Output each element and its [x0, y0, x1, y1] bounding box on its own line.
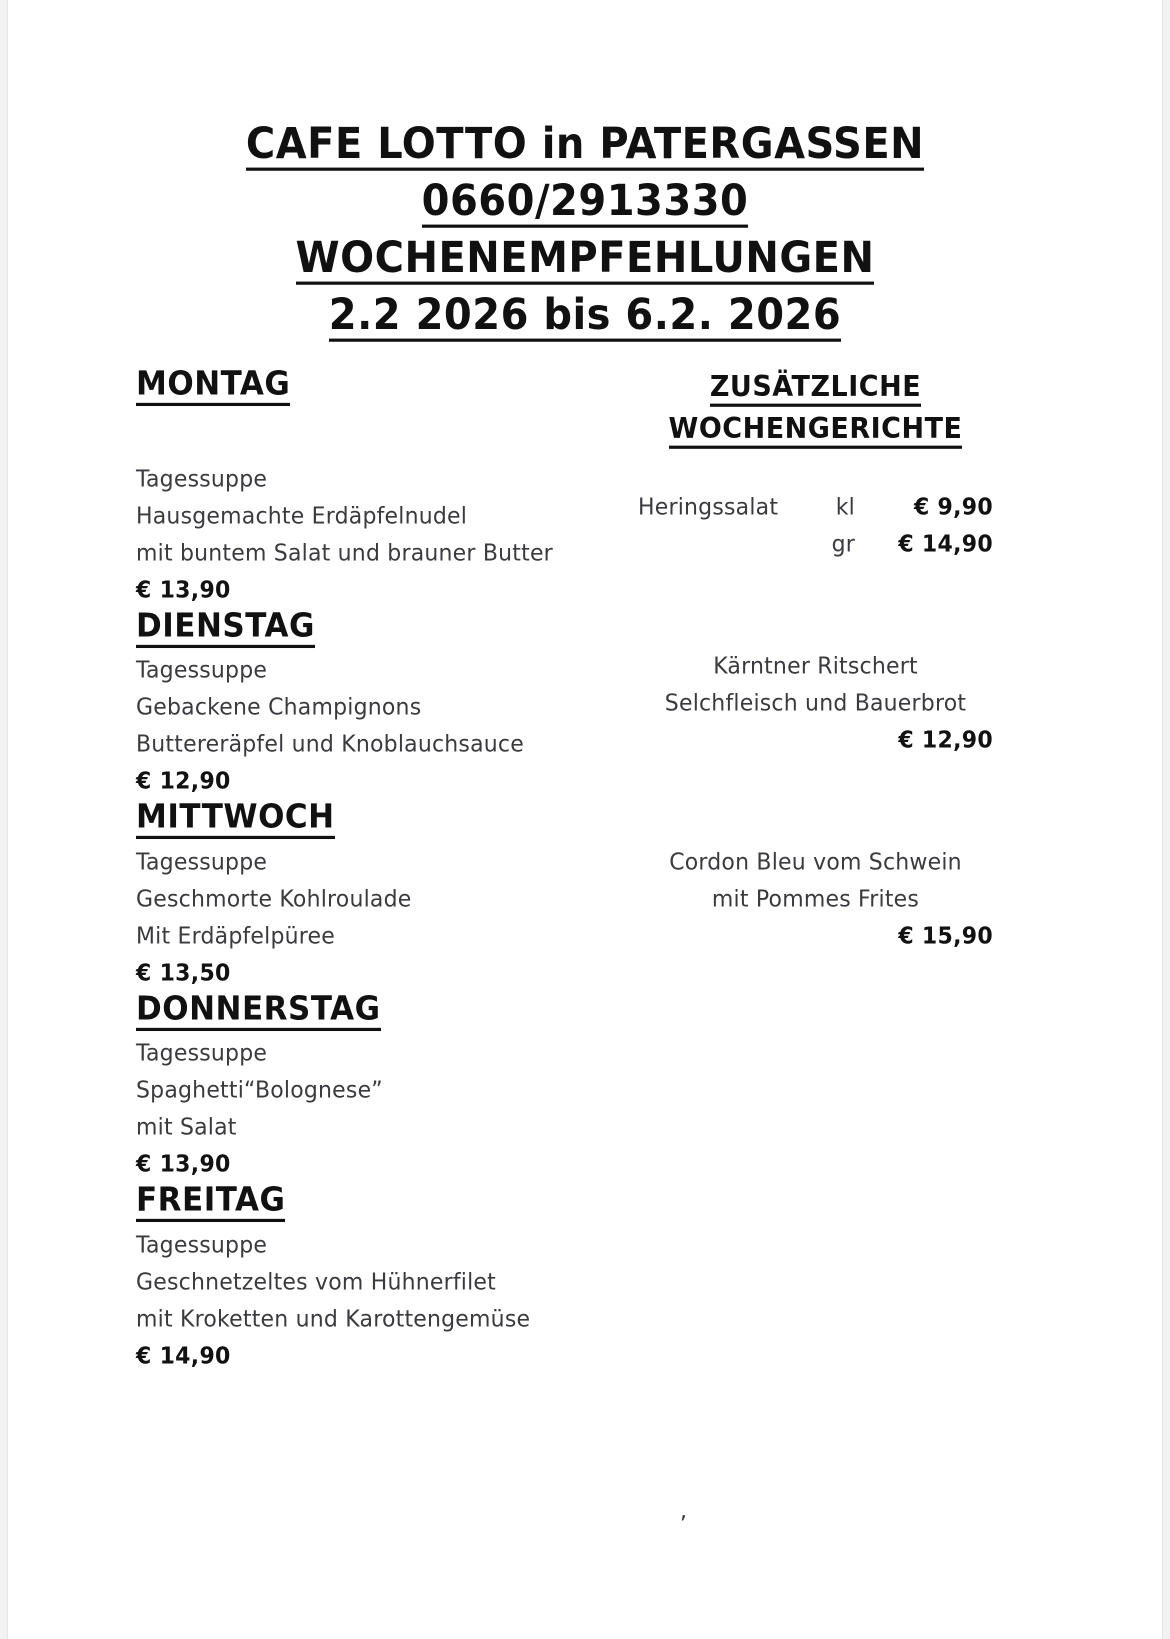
day-block-mittwoch — [136, 797, 656, 993]
menu-price-donnerstag: € 13,90 — [136, 1152, 231, 1179]
day-block-dienstag — [136, 606, 656, 802]
weekly-recommendations-text: WOCHENEMPFEHLUNGEN — [295, 233, 875, 283]
extra-dish-name: Cordon Bleu vom Schwein — [669, 849, 962, 876]
extra-dishes-heading — [638, 368, 993, 452]
spacer — [638, 760, 993, 845]
menu-line: mit Salat — [136, 1115, 237, 1142]
extra-dish-kaerntner-ritschert — [638, 649, 993, 760]
extra-dish-price: € 15,90 — [898, 923, 993, 950]
extra-dish-size-small: kl — [835, 494, 855, 521]
day-heading-montag: MONTAG — [136, 366, 656, 406]
extra-dish-heringssalat — [638, 490, 993, 564]
menu-line: mit Kroketten und Karottengemüse — [136, 1306, 531, 1333]
menu-line: Spaghetti“Bolognese” — [136, 1078, 383, 1105]
spacer — [136, 406, 656, 462]
menu-line: Geschnetzeltes vom Hühnerfilet — [136, 1269, 496, 1296]
extra-dish-row-large — [638, 527, 993, 564]
extra-dish-price-small: € 9,90 — [913, 494, 993, 521]
extra-dish-description: Selchfleisch und Bauerbrot — [664, 690, 967, 717]
spacer — [638, 564, 993, 649]
date-range-text: 2.2 2026 bis 6.2. 2026 — [328, 290, 842, 340]
spacer — [638, 452, 993, 490]
date-range-heading — [8, 286, 1162, 346]
extra-dishes-heading-line-2: WOCHENGERICHTE — [638, 407, 993, 452]
phone-number-text: 0660/2913330 — [421, 176, 749, 226]
menu-line: Buttereräpfel und Knoblauchsauce — [136, 731, 524, 758]
menu-line: Tagessuppe — [136, 657, 268, 684]
menu-price-freitag: € 14,90 — [136, 1343, 231, 1370]
menu-page-sheet — [8, 0, 1162, 1639]
menu-line: Tagessuppe — [136, 1232, 268, 1259]
day-heading-donnerstag: DONNERSTAG — [136, 991, 656, 1031]
document-header — [8, 118, 1162, 346]
phone-number-heading — [8, 172, 1162, 232]
menu-line: Gebackene Champignons — [136, 694, 422, 721]
menu-price-mittwoch: € 13,50 — [136, 960, 231, 987]
menu-price-dienstag: € 12,90 — [136, 768, 231, 795]
day-block-montag — [136, 364, 656, 610]
menu-line: Tagessuppe — [136, 849, 268, 876]
day-heading-dienstag: DIENSTAG — [136, 607, 656, 647]
menu-line: Mit Erdäpfelpüree — [136, 923, 336, 950]
day-heading-mittwoch: MITTWOCH — [136, 799, 656, 839]
restaurant-name-text: CAFE LOTTO in PATERGASSEN — [245, 119, 925, 169]
weekly-recommendations-heading — [8, 229, 1162, 289]
extra-dish-description: mit Pommes Frites — [711, 886, 920, 913]
extra-dish-name: Heringssalat — [638, 494, 779, 521]
stray-comma-mark: , — [680, 1499, 687, 1524]
day-block-freitag — [136, 1181, 656, 1376]
extra-dish-size-large: gr — [831, 531, 855, 558]
menu-page-content — [8, 0, 1162, 1639]
extra-dish-price-large: € 14,90 — [898, 531, 993, 558]
day-heading-freitag: FREITAG — [136, 1182, 656, 1222]
day-block-donnerstag — [136, 989, 656, 1185]
extra-dish-name: Kärntner Ritschert — [713, 653, 918, 680]
extra-dishes-heading-line-1: ZUSÄTZLICHE — [638, 365, 993, 410]
menu-line: Tagessuppe — [136, 1041, 268, 1068]
restaurant-name-heading — [8, 115, 1162, 175]
menu-line: Tagessuppe — [136, 466, 268, 493]
menu-price-montag: € 13,90 — [136, 577, 231, 604]
menu-line: mit buntem Salat und brauner Butter — [136, 540, 553, 567]
extra-dishes-column — [638, 368, 993, 1524]
menu-line: Hausgemachte Erdäpfelnudel — [136, 503, 468, 530]
extra-dish-cordon-bleu — [638, 845, 993, 1524]
extra-dish-row-small — [638, 490, 993, 527]
extra-dish-price: € 12,90 — [898, 727, 993, 754]
menu-line: Geschmorte Kohlroulade — [136, 886, 412, 913]
weekday-menu-column — [136, 364, 656, 1376]
